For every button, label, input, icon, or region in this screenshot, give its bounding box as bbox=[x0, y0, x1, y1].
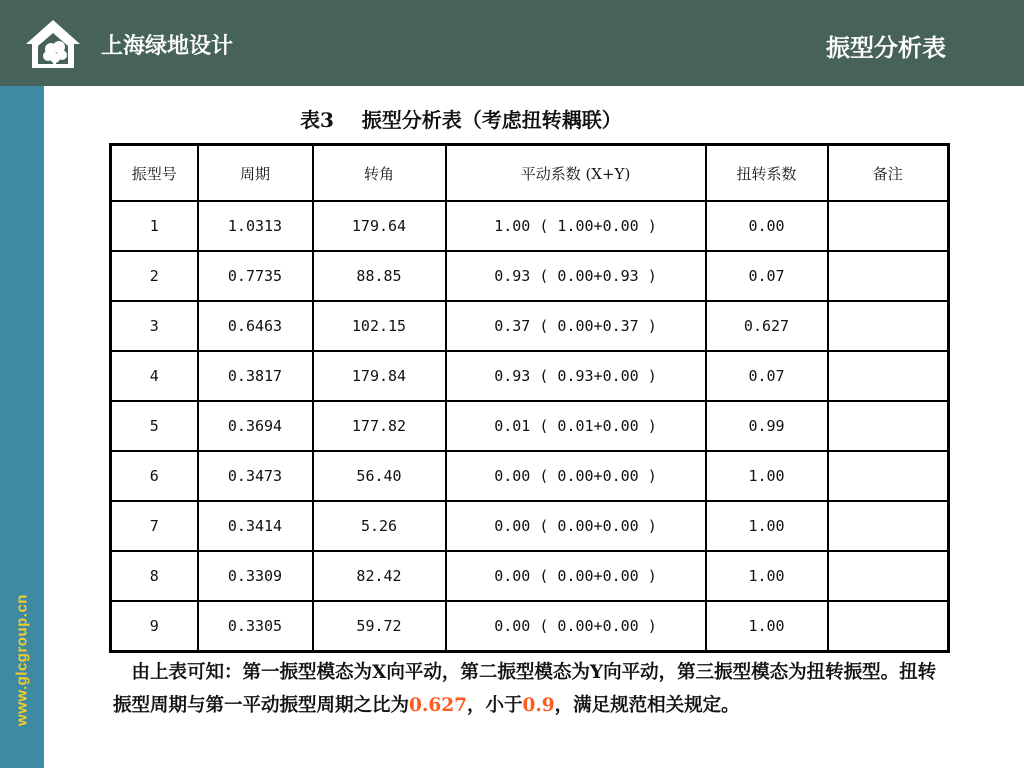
note-text: 由上表可知：第一振型模态为X向平动，第二振型模态为Y向平动，第三振型模态为扭转振型。扭转振型周期与第一平动振型周期之比为 bbox=[113, 662, 937, 716]
angle-cell: 56.40 bbox=[313, 451, 446, 501]
remark-cell bbox=[828, 301, 949, 351]
column-header: 转角 bbox=[313, 145, 446, 202]
note-text: ，小于 bbox=[466, 695, 523, 716]
torsion-coefficient-cell: 0.99 bbox=[706, 401, 828, 451]
mode-number-cell: 9 bbox=[111, 601, 198, 652]
torsion-coefficient-cell: 0.00 bbox=[706, 201, 828, 251]
translation-coefficient-cell: 0.00 ( 0.00+0.00 ) bbox=[446, 551, 706, 601]
translation-coefficient-cell: 0.93 ( 0.00+0.93 ) bbox=[446, 251, 706, 301]
translation-coefficient-cell: 0.93 ( 0.93+0.00 ) bbox=[446, 351, 706, 401]
angle-cell: 179.84 bbox=[313, 351, 446, 401]
table-row bbox=[111, 601, 949, 652]
period-cell: 0.3694 bbox=[198, 401, 313, 451]
torsion-coefficient-cell: 0.627 bbox=[706, 301, 828, 351]
table-row bbox=[111, 351, 949, 401]
angle-cell: 177.82 bbox=[313, 401, 446, 451]
table-row bbox=[111, 501, 949, 551]
company-name: 上海绿地设计 bbox=[101, 34, 234, 59]
period-cell: 0.3817 bbox=[198, 351, 313, 401]
mode-number-cell: 3 bbox=[111, 301, 198, 351]
torsion-coefficient-cell: 0.07 bbox=[706, 351, 828, 401]
remark-cell bbox=[828, 401, 949, 451]
period-cell: 0.7735 bbox=[198, 251, 313, 301]
modal-analysis-table bbox=[109, 143, 950, 653]
ratio-limit-value: 0.9 bbox=[522, 695, 555, 716]
torsion-coefficient-cell: 1.00 bbox=[706, 551, 828, 601]
slide-title: 振型分析表 bbox=[826, 34, 946, 62]
period-cell: 0.3414 bbox=[198, 501, 313, 551]
translation-coefficient-cell: 0.37 ( 0.00+0.37 ) bbox=[446, 301, 706, 351]
column-header: 周期 bbox=[198, 145, 313, 202]
angle-cell: 102.15 bbox=[313, 301, 446, 351]
remark-cell bbox=[828, 451, 949, 501]
angle-cell: 82.42 bbox=[313, 551, 446, 601]
remark-cell bbox=[828, 551, 949, 601]
torsion-coefficient-cell: 1.00 bbox=[706, 601, 828, 652]
remark-cell bbox=[828, 201, 949, 251]
angle-cell: 5.26 bbox=[313, 501, 446, 551]
table-row bbox=[111, 551, 949, 601]
angle-cell: 88.85 bbox=[313, 251, 446, 301]
note-text: ，满足规范相关规定。 bbox=[554, 695, 740, 716]
period-cell: 0.6463 bbox=[198, 301, 313, 351]
mode-number-cell: 4 bbox=[111, 351, 198, 401]
period-cell: 0.3473 bbox=[198, 451, 313, 501]
translation-coefficient-cell: 0.00 ( 0.00+0.00 ) bbox=[446, 601, 706, 652]
remark-cell bbox=[828, 601, 949, 652]
period-cell: 1.0313 bbox=[198, 201, 313, 251]
table-row bbox=[111, 201, 949, 251]
mode-number-cell: 6 bbox=[111, 451, 198, 501]
conclusion-note bbox=[113, 656, 943, 722]
translation-coefficient-cell: 0.01 ( 0.01+0.00 ) bbox=[446, 401, 706, 451]
translation-coefficient-cell: 0.00 ( 0.00+0.00 ) bbox=[446, 451, 706, 501]
house-tree-logo-icon bbox=[22, 16, 84, 72]
column-header: 平动系数 (X+Y) bbox=[446, 145, 706, 202]
mode-number-cell: 8 bbox=[111, 551, 198, 601]
website-label: www.glcgroup.cn bbox=[13, 594, 31, 726]
table-row bbox=[111, 451, 949, 501]
column-header: 振型号 bbox=[111, 145, 198, 202]
mode-number-cell: 5 bbox=[111, 401, 198, 451]
torsion-coefficient-cell: 1.00 bbox=[706, 501, 828, 551]
table-row bbox=[111, 401, 949, 451]
mode-number-cell: 2 bbox=[111, 251, 198, 301]
column-header: 备注 bbox=[828, 145, 949, 202]
torsion-coefficient-cell: 0.07 bbox=[706, 251, 828, 301]
table-row bbox=[111, 301, 949, 351]
table-caption: 表3 振型分析表（考虑扭转耦联） bbox=[300, 108, 622, 132]
slide-header bbox=[0, 0, 1024, 86]
mode-number-cell: 1 bbox=[111, 201, 198, 251]
angle-cell: 59.72 bbox=[313, 601, 446, 652]
torsion-coefficient-cell: 1.00 bbox=[706, 451, 828, 501]
angle-cell: 179.64 bbox=[313, 201, 446, 251]
remark-cell bbox=[828, 351, 949, 401]
column-header: 扭转系数 bbox=[706, 145, 828, 202]
period-cell: 0.3309 bbox=[198, 551, 313, 601]
translation-coefficient-cell: 0.00 ( 0.00+0.00 ) bbox=[446, 501, 706, 551]
remark-cell bbox=[828, 501, 949, 551]
translation-coefficient-cell: 1.00 ( 1.00+0.00 ) bbox=[446, 201, 706, 251]
table-header-row bbox=[111, 145, 949, 202]
mode-number-cell: 7 bbox=[111, 501, 198, 551]
period-cell: 0.3305 bbox=[198, 601, 313, 652]
remark-cell bbox=[828, 251, 949, 301]
period-ratio-value: 0.627 bbox=[409, 695, 467, 716]
table-row bbox=[111, 251, 949, 301]
